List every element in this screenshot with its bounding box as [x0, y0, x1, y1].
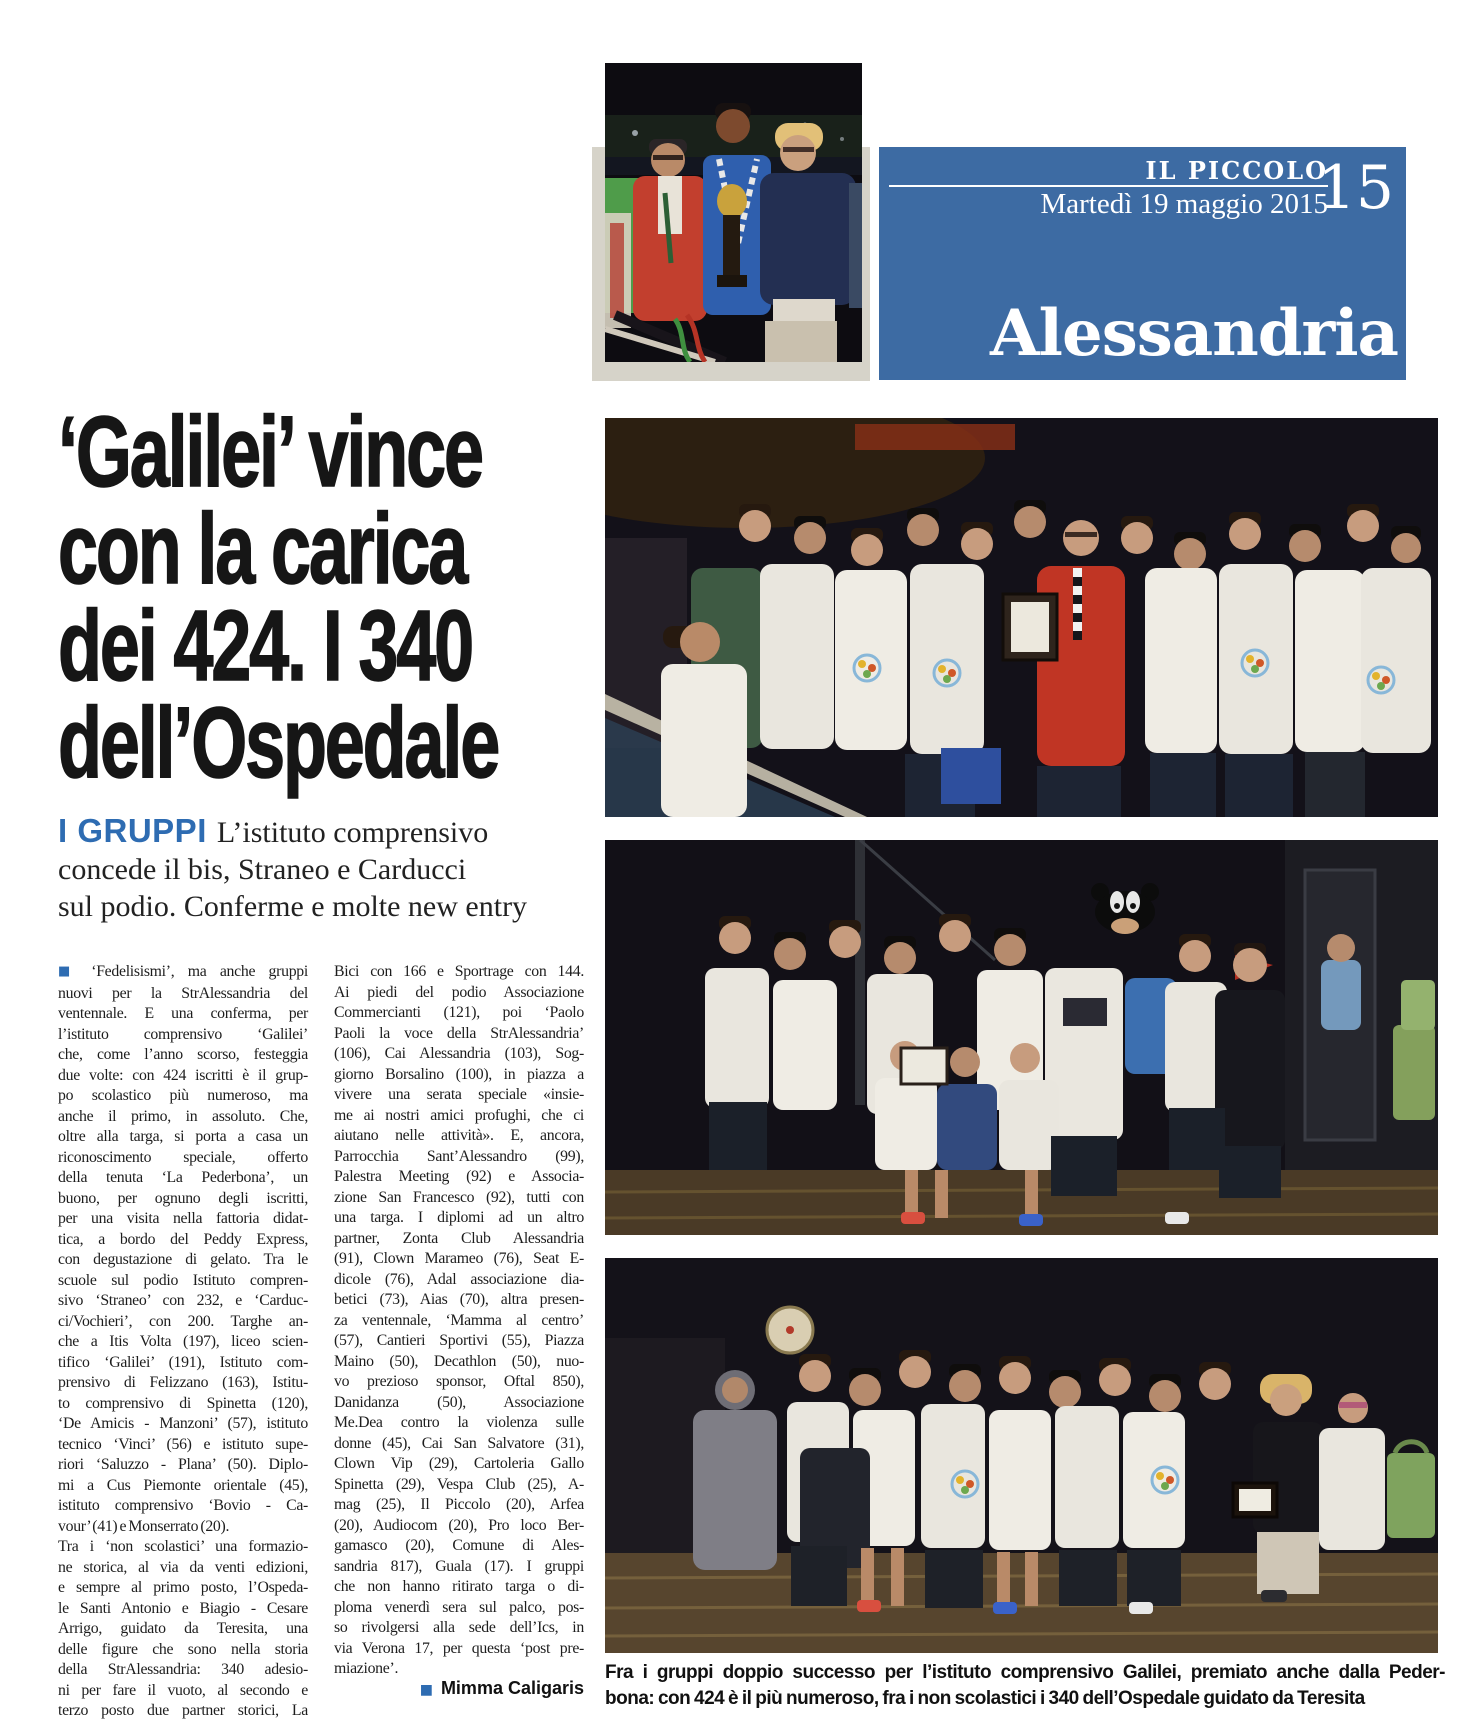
- photo-top-winner: [605, 63, 862, 362]
- masthead-date: Martedì 19 maggio 2015: [1040, 188, 1328, 220]
- article-line: donne (45), Cai San Salvatore (31),: [334, 1434, 584, 1452]
- photo-main-2-image: [605, 840, 1438, 1235]
- article-line: Clown Vip (29), Cartoleria Gallo: [334, 1455, 584, 1472]
- article-line: ci/Vochieri’, con 200. Targhe an-: [58, 1312, 308, 1330]
- article-line: che, come l’anno scorso, festeggia: [58, 1046, 308, 1063]
- article-line: prensivo di Felizzano (163), Istitu-: [58, 1374, 308, 1391]
- article-line: Spinetta (29), Vespa Club (25), A-: [334, 1475, 584, 1493]
- headline-line: dell’Ospedale: [58, 687, 499, 799]
- kicker: I GRUPPI: [58, 812, 207, 849]
- photo-caption: [605, 1660, 1445, 1712]
- article-line: giorno Borsalino (100), in piazza a: [334, 1065, 584, 1083]
- headline: [58, 396, 578, 799]
- bullet-icon: ■: [58, 964, 82, 979]
- article-line: Paoli la voce della StrAlessandria’: [334, 1024, 584, 1042]
- article-line: ventennale. E una conferma, per: [58, 1005, 308, 1022]
- article-line: zione San Francesco (92), tutti con: [334, 1188, 584, 1206]
- article-line: tica, a bordo del Peddy Express,: [58, 1230, 308, 1248]
- article-line: ni per fare il vuoto, al secondo e: [58, 1681, 308, 1699]
- article-line: oltre alla targa, si porta a casa un: [58, 1128, 308, 1145]
- article-line: per una visita nella fattoria didat-: [58, 1210, 308, 1227]
- photo-main-3-image: [605, 1258, 1438, 1653]
- article-line: terzo posto due partner storici, La: [58, 1702, 308, 1719]
- article-line: anche il primo, in assoluto. Che,: [58, 1107, 308, 1125]
- article-line: gamasco (20), Comune di Ales-: [334, 1537, 584, 1554]
- article-line: betici (73), Aias (70), altra presen-: [334, 1291, 584, 1308]
- article-line: delle figure che sono nella storia: [58, 1640, 308, 1658]
- article-line: (57), Cantieri Sportivi (55), Piazza: [334, 1332, 584, 1349]
- article-line: ‘De Amicis - Manzoni’ (57), istituto: [58, 1415, 308, 1432]
- article-line: mag (25), Il Piccolo (20), Arfea: [334, 1496, 584, 1513]
- byline-bullet-icon: ■: [419, 1682, 433, 1698]
- article-line: istituto comprensivo ‘Bovio - Ca-: [58, 1497, 308, 1514]
- standfirst-line-1: [58, 812, 583, 851]
- caption-line: bona: con 424 è il più numeroso, fra i non scolastici i 340 dell’Ospedale guidato da Teresita: [605, 1688, 1365, 1709]
- standfirst-line-3: sul podio. Conferme e molte new entry: [58, 890, 528, 923]
- article-line: Palestra Meeting (92) e Associa-: [334, 1168, 584, 1185]
- standfirst: [58, 812, 583, 925]
- article-line: vo prezioso sponsor, Oftal 850),: [334, 1373, 584, 1390]
- article-line: l’istituto comprensivo ‘Galilei’: [58, 1025, 308, 1043]
- article-line: aiutano nelle attività». E, ancora,: [334, 1127, 584, 1144]
- photo-main-1: [605, 418, 1438, 817]
- article-line: Me.Dea contro la violenza sulle: [334, 1414, 584, 1431]
- article-line: della tenuta ‘La Pederbona’, un: [58, 1169, 308, 1186]
- article-line: buono, per ognuno degli iscritti,: [58, 1189, 308, 1207]
- caption-line: Fra i gruppi doppio successo per l’istituto comprensivo Galilei, premiato anche dalla Peder-: [605, 1662, 1445, 1683]
- article-line: Bici con 166 e Sportrage con 144.: [334, 963, 584, 980]
- byline: [334, 1678, 584, 1699]
- article-line: dicole (76), Adal associazione dia-: [334, 1270, 584, 1288]
- article-line: Danidanza (50), Associazione: [334, 1393, 584, 1411]
- article-line: so rivolgersi alla sede dell’Ics, in: [334, 1619, 584, 1636]
- headline-line: ‘Galilei’ vince: [58, 396, 482, 508]
- article-line: to comprensivo di Spinetta (120),: [58, 1394, 308, 1412]
- headline-line: con la carica: [58, 493, 467, 605]
- article-line: una targa. I diplomi ad un altro: [334, 1209, 584, 1226]
- article-line: via Verona 17, per questa ‘post pre-: [334, 1639, 584, 1657]
- article-line: riconoscimento speciale, offerto: [58, 1148, 308, 1166]
- article-line: sandria 817), Guala (17). I gruppi: [334, 1557, 584, 1575]
- article-line: vivere una serata speciale «insie-: [334, 1086, 584, 1103]
- article-line: mi a Cus Piemonte orientale (45),: [58, 1476, 308, 1494]
- article-line: partner, Zonta Club Alessandria: [334, 1229, 584, 1247]
- article-line: Commercianti (121), poi ‘Paolo: [334, 1004, 584, 1021]
- masthead-rule: [889, 185, 1328, 187]
- newspaper-title: IL PICCOLO: [1145, 156, 1328, 185]
- article-line: ■ ‘Fedelisismi’, ma anche gruppi: [58, 963, 308, 980]
- article-column-2: [334, 962, 584, 1680]
- photo-main-3: [605, 1258, 1438, 1653]
- article-line: tifico ‘Galilei’ (191), Istituto com-: [58, 1353, 308, 1371]
- byline-author: Mimma Caligaris: [440, 1678, 584, 1698]
- article-line: che non hanno ritirato targa o di-: [334, 1578, 584, 1595]
- photo-main-1-image: [605, 418, 1438, 817]
- photo-top-image: [605, 63, 862, 362]
- article-line: po scolastico più numeroso, ma: [58, 1087, 308, 1104]
- article-line: sivo ‘Straneo’ con 232, e ‘Carduc-: [58, 1292, 308, 1309]
- article-line: (106), Cai Alessandria (103), Sog-: [334, 1045, 584, 1062]
- article-line: Parrocchia Sant’Alessandro (99),: [334, 1147, 584, 1165]
- photo-main-2: [605, 840, 1438, 1235]
- article-line: ploma venerdì sera sul palco, pos-: [334, 1598, 584, 1616]
- article-line: Arrigo, guidato da Teresita, una: [58, 1620, 308, 1637]
- standfirst-text-1: L’istituto comprensivo: [216, 816, 489, 849]
- article-line: za ventennale, ‘Mamma al centro’: [334, 1311, 584, 1329]
- article-column-1: [58, 962, 308, 1720]
- headline-line: dei 424. I 340: [58, 590, 473, 702]
- article-line: che a Itis Volta (197), liceo scien-: [58, 1333, 308, 1350]
- standfirst-line-2: concede il bis, Straneo e Carducci: [58, 853, 467, 886]
- article-line: due volte: con 424 iscritti è il grup-: [58, 1066, 308, 1084]
- masthead: [879, 147, 1406, 380]
- article-line: (91), Clown Marameo (76), Seat E-: [334, 1250, 584, 1267]
- article-line: ne storica, al via da venti edizioni,: [58, 1558, 308, 1576]
- article-line: le Santi Antonio e Biagio - Cesare: [58, 1599, 308, 1617]
- article-line: e sempre al primo posto, l’Ospeda-: [58, 1579, 308, 1596]
- article-line: della StrAlessandria: 340 adesio-: [58, 1661, 308, 1678]
- article-line: me ai nostri amici profughi, che ci: [334, 1106, 584, 1124]
- article-line: riori ‘Saluzzo - Plana’ (50). Diplo-: [58, 1456, 308, 1473]
- article-line: vour’ (41) e Monserrato (20).: [58, 1517, 230, 1535]
- article-line: con degustazione di gelato. Tra le: [58, 1251, 308, 1268]
- page-number: 15: [1317, 153, 1394, 223]
- article-line: Maino (50), Decathlon (50), nuo-: [334, 1352, 584, 1370]
- article-line: Tra i ‘non scolastici’ una formazio-: [58, 1538, 308, 1555]
- article-line: scuole sul podio Istituto compren-: [58, 1271, 308, 1289]
- article-line: nuovi per la StrAlessandria del: [58, 984, 308, 1002]
- article-line: tecnico ‘Vinci’ (56) e istituto supe-: [58, 1435, 308, 1453]
- section-title: Alessandria: [990, 296, 1398, 371]
- article-line: miazione’.: [334, 1660, 399, 1677]
- article-line: Ai piedi del podio Associazione: [334, 983, 584, 1001]
- article-line: (20), Audiocom (20), Pro loco Ber-: [334, 1516, 584, 1534]
